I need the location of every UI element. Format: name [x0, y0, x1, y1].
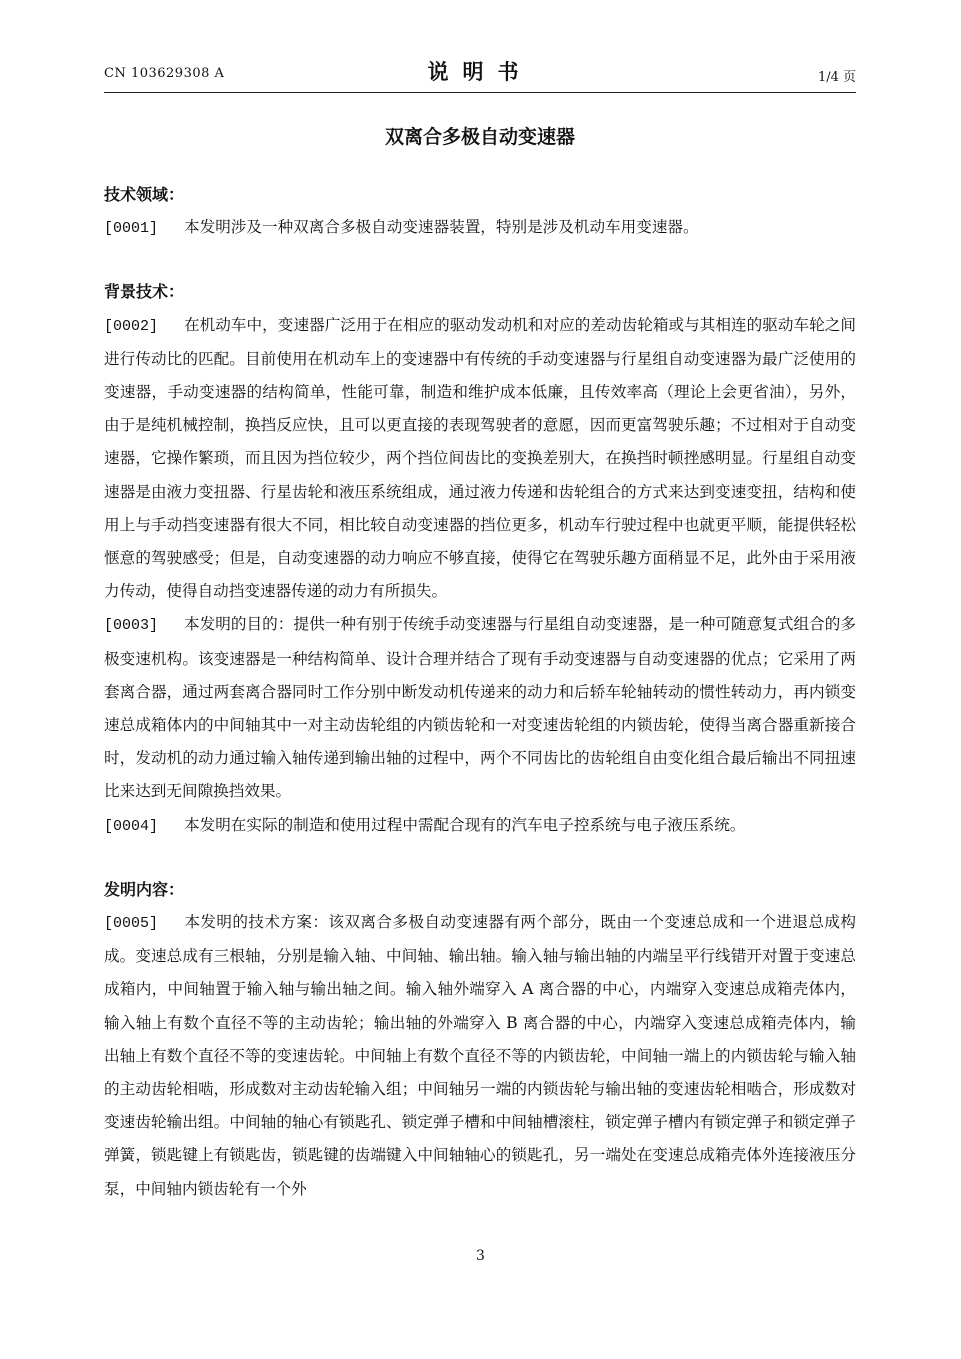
invention-title: 双离合多极自动变速器 [384, 126, 575, 148]
paragraph-text: 本发明涉及一种双离合多极自动变速器装置，特别是涉及机动车用变速器。 [184, 218, 699, 237]
section-heading: 技术领域： [104, 185, 185, 204]
section-heading: 发明内容： [104, 879, 185, 899]
header-divider [104, 92, 856, 93]
page-header [104, 56, 856, 90]
paragraph-number: [0004] [104, 817, 159, 835]
paragraph-0005 [104, 906, 856, 1206]
paragraph-number: [0002] [104, 317, 159, 335]
section-background [104, 275, 856, 842]
page-number: 3 [476, 1248, 485, 1264]
section-summary [104, 873, 856, 1206]
page-count: 1/4 页 [817, 70, 856, 85]
paragraph-0001 [104, 211, 856, 245]
document-type-title: 说明书 [427, 60, 533, 84]
publication-number: CN 103629308 A [104, 66, 225, 81]
section-spacer [104, 245, 856, 275]
paragraph-text: 本发明在实际的制造和使用过程中需配合现有的汽车电子控系统与电子液压系统。 [184, 815, 746, 834]
paragraph-0004 [104, 809, 856, 843]
paragraph-number: [0001] [104, 220, 159, 238]
section-spacer [104, 843, 856, 873]
paragraph-text: 本发明的技术方案：该双离合多极自动变速器有两个部分，既由一个变速总成和一个进退总成构成。变速总成有三根轴，分别是输入轴、中间轴、输出轴。输入轴与输出轴的内端呈平行线错开对置于变速总成箱内，中间轴置于输入轴与输出轴之间。输入轴外端穿入 A 离合器的中心，内端穿入变速总成箱壳体内，输入轴上有数个直径不等的主动齿轮；输出轴的外端穿入 B 离合器的中心，内端穿入变速总成箱壳体内，输出轴上有数个直径不等的变速齿轮。中间轴上有数个直径不等的内锁齿轮，中间轴一端上的内锁齿轮与输入轴的主动齿轮相啮，形成数对主动齿轮输入组；中间轴另一端的内锁齿轮与输出轴的变速齿轮相啮合，形成数对变速齿轮输出组。中间轴的轴心有锁匙孔、锁定弹子槽和中间轴槽滚柱，锁定弹子槽内有锁定弹子和锁定弹子弹簧，锁匙键上有锁匙齿，锁匙键的齿端键入中间轴轴心的锁匙孔，另一端处在变速总成箱壳体外连接液压分泵，中间轴内锁齿轮有一个外 [104, 913, 856, 1198]
paragraph-text: 在机动车中，变速器广泛用于在相应的驱动发动机和对应的差动齿轮箱或与其相连的驱动车轮之间进行传动比的匹配。目前使用在机动车上的变速器中有传统的手动变速器与行星组自动变速器为最广泛使用的变速器，手动变速器的结构简单，性能可靠，制造和维护成本低廉，且传效率高（理论上会更省油），另外，由于是纯机械控制，换挡反应快，且可以更直接的表现驾驶者的意愿，因而更富驾驶乐趣；不过相对于自动变速器，它操作繁琐，而且因为挡位较少，两个挡位间齿比的变换差别大，在换挡时顿挫感明显。行星组自动变速器是由液力变扭器、行星齿轮和液压系统组成，通过液力传递和齿轮组合的方式来达到变速变扭，结构和使用上与手动挡变速器有很大不同，相比较自动变速器的挡位更多，机动车行驶过程中也就更平顺，能提供轻松惬意的驾驶感受；但是，自动变速器的动力响应不够直接，使得它在驾驶乐趣方面稍显不足，此外由于采用液力传动，使得自动挡变速器传递的动力有所损失。 [104, 315, 856, 601]
section-technical-field [104, 178, 856, 245]
paragraph-0003 [104, 608, 856, 808]
section-heading: 背景技术： [104, 282, 185, 302]
paragraph-0002 [104, 309, 856, 609]
paragraph-number: [0005] [104, 915, 159, 933]
paragraph-text: 本发明的目的：提供一种有别于传统手动变速器与行星组自动变速器，是一种可随意复式组合的多极变速机构。该变速器是一种结构简单、设计合理并结合了现有手动变速器与自动变速器的优点；它采用了两套离合器，通过两套离合器同时工作分别中断发动机传递来的动力和后轿车轮轴转动的惯性转动力，再内锁变速总成箱体内的中间轴其中一对主动齿轮组的内锁齿轮和一对变速齿轮组的内锁齿轮，使得当离合器重新接合时，发动机的动力通过输入轴传递到输出轴的过程中，两个不同齿比的齿轮组自由变化组合最后输出不同扭速比来达到无间隙换挡效果。 [104, 615, 856, 801]
paragraph-number: [0003] [104, 617, 159, 635]
document-body [104, 178, 856, 1206]
